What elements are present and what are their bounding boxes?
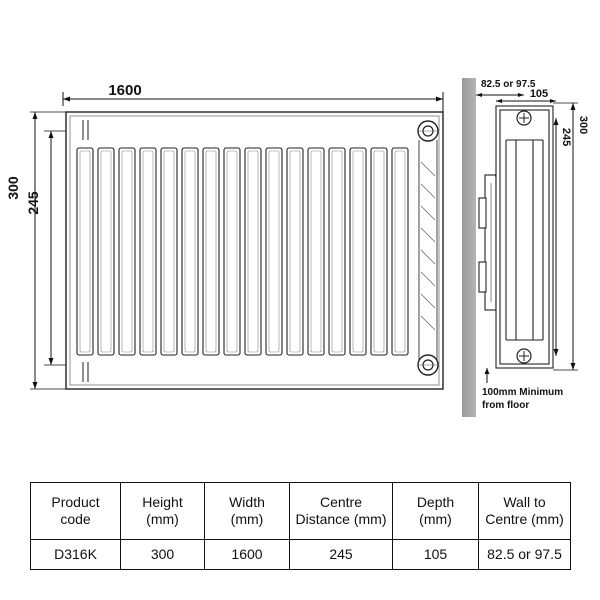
floor-note-line2: from floor: [482, 400, 530, 411]
wall: [462, 78, 476, 417]
radiator-side-profile: [479, 106, 553, 368]
side-height-dimension-label: 300: [577, 115, 589, 135]
centre-distance-dimension-label: 245: [25, 191, 41, 215]
header-depth: Depth (mm): [393, 483, 479, 540]
top-connection-icon: [418, 121, 438, 141]
side-top-connection-icon: [517, 111, 531, 125]
side-centre-dimension: [554, 118, 573, 356]
floor-note-line1: 100mm Minimum: [482, 387, 564, 398]
specification-table: [30, 482, 571, 570]
cell-product-code: D316K: [31, 540, 121, 570]
radiator-front-panel: [66, 112, 443, 389]
wall-to-centre-label: 82.5 or 97.5: [481, 79, 536, 90]
side-view: [462, 78, 589, 417]
header-wall-to-centre: Wall to Centre (mm): [479, 483, 571, 540]
depth-dimension-label: 105: [529, 88, 549, 100]
height-dimension: [5, 112, 66, 389]
table-row: [31, 540, 571, 570]
width-dimension: [63, 82, 443, 112]
cell-height: 300: [121, 540, 205, 570]
side-bottom-connection-icon: [517, 349, 531, 363]
header-centre-distance: Centre Distance (mm): [290, 483, 393, 540]
header-height: Height (mm): [121, 483, 205, 540]
wall-to-centre-dimension: [476, 79, 536, 97]
cell-width: 1600: [205, 540, 290, 570]
table-header-row: [31, 483, 571, 540]
side-centre-dimension-label: 245: [560, 127, 572, 147]
floor-clearance-dimension: [482, 368, 563, 411]
header-width: Width (mm): [205, 483, 290, 540]
front-view: [5, 82, 443, 389]
height-dimension-label: 300: [5, 176, 21, 200]
header-product-code: Product code: [31, 483, 121, 540]
cell-depth: 105: [393, 540, 479, 570]
cell-centre-distance: 245: [290, 540, 393, 570]
cell-wall-to-centre: 82.5 or 97.5: [479, 540, 571, 570]
width-dimension-label: 1600: [108, 82, 142, 99]
bottom-connection-icon: [418, 355, 438, 375]
